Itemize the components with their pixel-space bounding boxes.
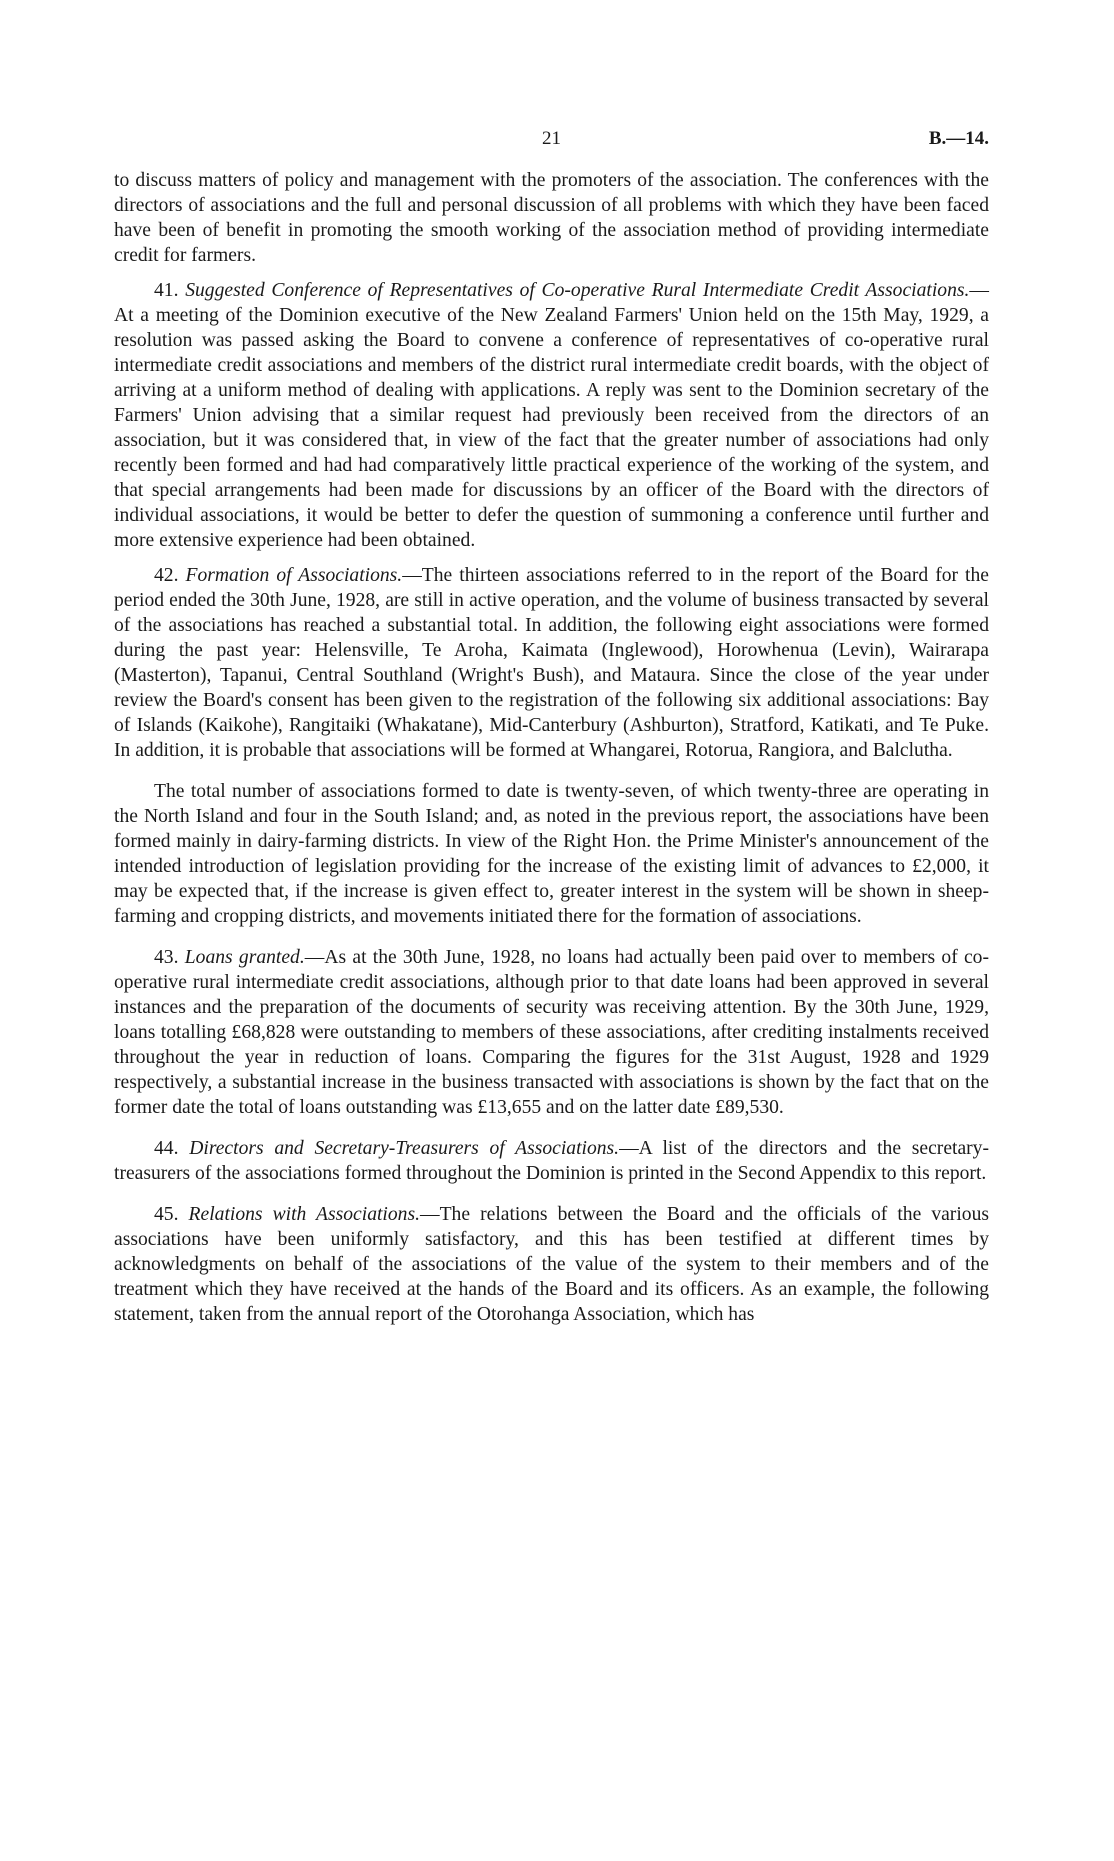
paragraph-43: [114, 945, 989, 1120]
paragraph-41: [114, 278, 989, 553]
page-number: 21: [542, 128, 561, 149]
section-heading: Relations with Associations.: [188, 1204, 420, 1225]
paragraph-text: —The relations between the Board and the officials of the various associations have been uniformly satisfactory, and this has been testified at different times by acknowledgments on behalf of the associations of the value of the system to their members and of the treatment which they have received at the hands of the Board and its officers. As an example, the following statement, taken from the annual report of the Otorohanga Association, which has: [114, 1204, 989, 1325]
section-heading: Directors and Secretary-Treasurers of Associations.: [189, 1138, 620, 1159]
document-page: [114, 128, 989, 1337]
paragraph-text: —As at the 30th June, 1928, no loans had actually been paid over to members of co-operative rural intermediate credit associations, although prior to that date loans had been approved in several instances and the preparation of the documents of security was receiving attention. By the 30th June, 1929, loans totalling £68,828 were outstanding to members of these associations, after crediting instalments received throughout the year in reduction of loans. Comparing the figures for the 31st August, 1928 and 1929 respectively, a substantial increase in the business transacted with associations is shown by the fact that on the former date the total of loans outstanding was £13,655 and on the latter date £89,530.: [114, 947, 989, 1118]
section-heading: Loans granted.: [184, 947, 305, 968]
section-number: 45.: [154, 1204, 179, 1225]
paragraph-continuation: [114, 168, 989, 268]
section-heading: Suggested Conference of Representatives of Co-operative Rural Intermediate Credit Associations.: [185, 280, 970, 301]
paragraph-text: to discuss matters of policy and management with the promoters of the association. The conferences with the directors of associations and the full and personal discussion of all problems with which they have been faced have been of benefit in promoting the smooth working of the association method of providing intermediate credit for farmers.: [114, 170, 989, 266]
section-number: 43.: [154, 947, 179, 968]
section-heading: Formation of Associations.: [185, 565, 403, 586]
paragraph-44: [114, 1136, 989, 1186]
section-number: 41.: [154, 280, 179, 301]
section-number: 42.: [154, 565, 179, 586]
paragraph-text: The total number of associations formed to date is twenty-seven, of which twenty-three are operating in the North Island and four in the South Island; and, as noted in the previous report, the associations have been formed mainly in dairy-farming districts. In view of the Right Hon. the Prime Minister's announcement of the intended introduction of legislation providing for the increase of the existing limit of advances to £2,000, it may be expected that, if the increase is given effect to, greater interest in the system will be shown in sheep-farming and cropping districts, and movements initiated there for the formation of associations.: [114, 781, 989, 927]
page-header: [114, 128, 989, 160]
paragraph-text: —The thirteen associations referred to in the report of the Board for the period ended the 30th June, 1928, are still in active operation, and the volume of business transacted by several of the associations has reached a substantial total. In addition, the following eight associations were formed during the past year: Helensville, Te Aroha, Kaimata (Inglewood), Horowhenua (Levin), Wairarapa (Masterton), Tapanui, Central Southland (Wright's Bush), and Mataura. Since the close of the year under review the Board's consent has been given to the registration of the following six additional associations: Bay of Islands (Kaikohe), Rangitaiki (Whakatane), Mid-Canterbury (Ashburton), Stratford, Katikati, and Te Puke. In addition, it is probable that associations will be formed at Whangarei, Rotorua, Rangiora, and Balclutha.: [114, 565, 989, 761]
paragraph-42: [114, 563, 989, 763]
paragraph-45: [114, 1202, 989, 1327]
document-reference: B.—14.: [928, 128, 989, 149]
paragraph-text: —A list of the directors and the secretary-treasurers of the associations formed throughout the Dominion is printed in the Second Appendix to this report.: [114, 1138, 990, 1184]
paragraph-42-continued: [114, 779, 989, 929]
section-number: 44.: [154, 1138, 179, 1159]
paragraph-text: —At a meeting of the Dominion executive of the New Zealand Farmers' Union held on the 15th May, 1929, a resolution was passed asking the Board to convene a conference of representatives of co-operative rural intermediate credit associations and members of the district rural intermediate credit boards, with the object of arriving at a uniform method of dealing with applications. A reply was sent to the Dominion secretary of the Farmers' Union advising that a similar request had previously been received from the directors of an association, but it was considered that, in view of the fact that the greater number of associations had only recently been formed and had had comparatively little practical experience of the working of the system, and that special arrangements had been made for discussions by an officer of the Board with the directors of individual associations, it would be better to defer the question of summoning a conference until further and more extensive experience had been obtained.: [114, 280, 989, 551]
